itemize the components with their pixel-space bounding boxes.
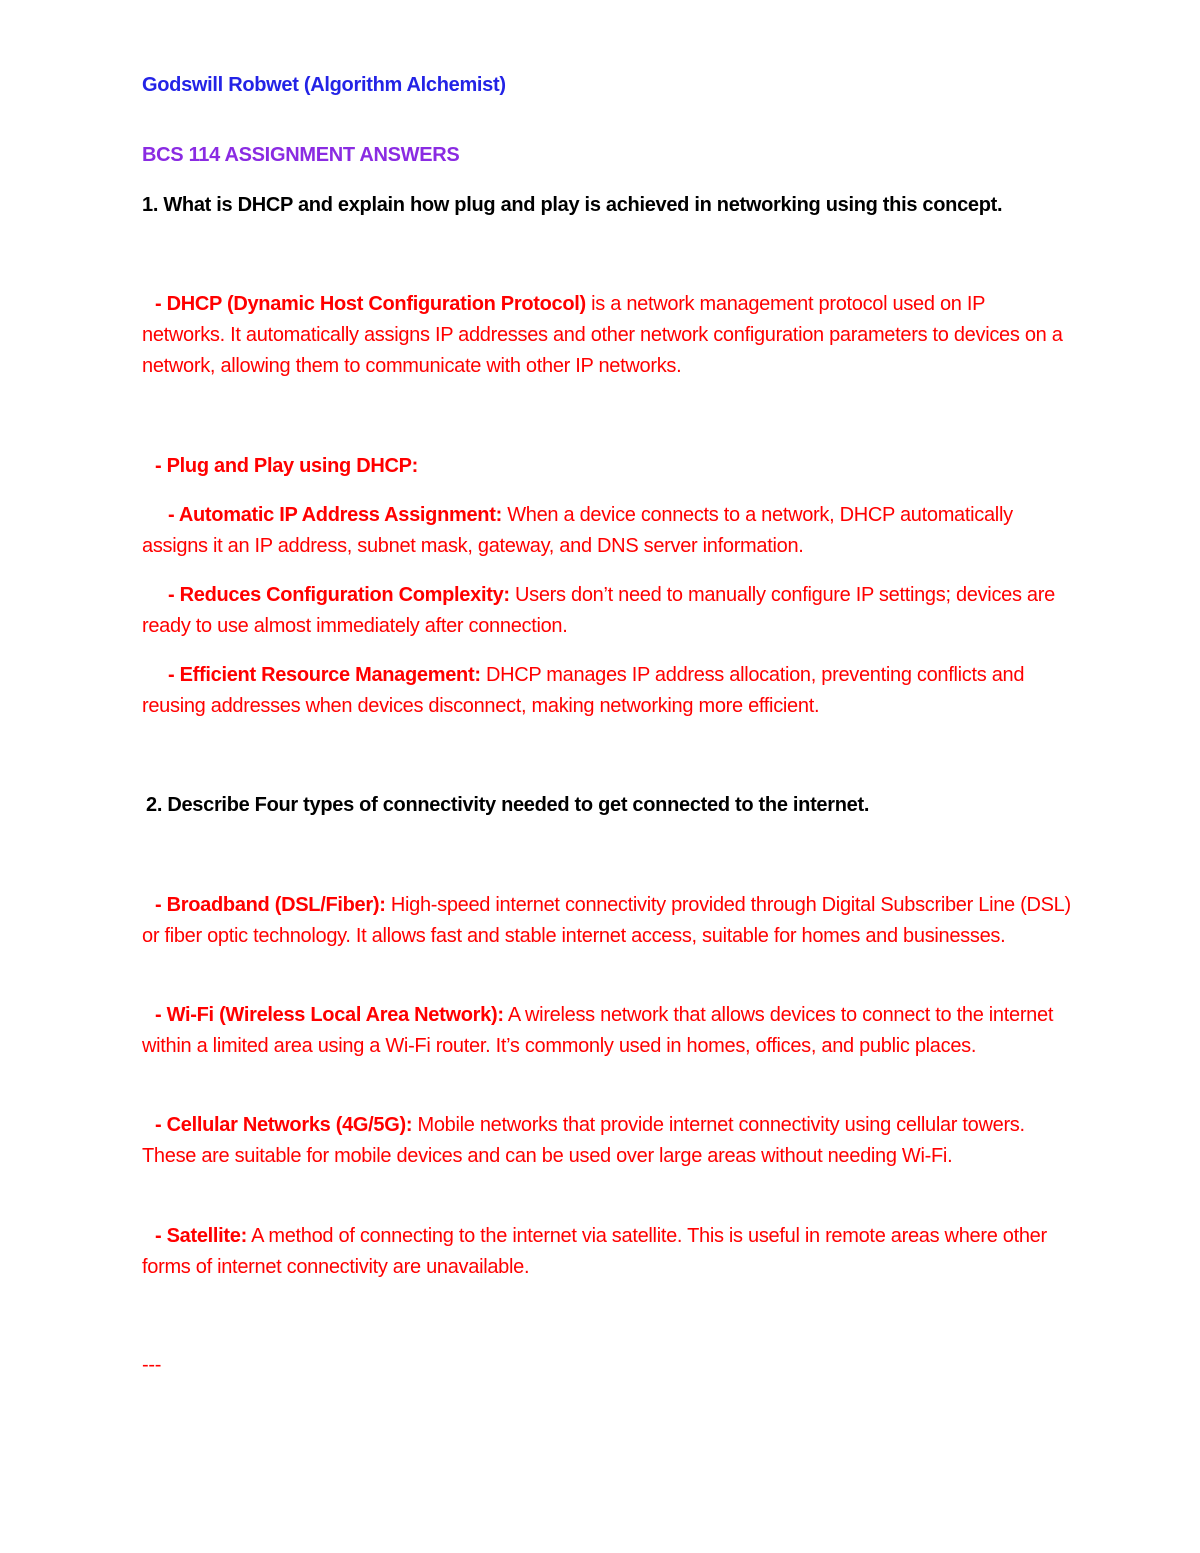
answer-broadband — [142, 890, 1072, 952]
separator: --- — [142, 1354, 162, 1376]
answer-reduces-complexity — [142, 580, 1072, 642]
answer-satellite — [142, 1221, 1072, 1283]
question-2: 2. Describe Four types of connectivity needed to get connected to the internet. — [146, 794, 870, 816]
answer-term: - Wi-Fi (Wireless Local Area Network): — [155, 1004, 504, 1026]
answer-term: - Plug and Play using DHCP: — [155, 455, 419, 477]
answer-text: A method of connecting to the internet via satellite. This is useful in remote areas where other forms of internet connectivity are unavailable. — [142, 1225, 1047, 1278]
answer-text: When a device connects to a network, DHCP automatically assigns it an IP address, subnet mask, gateway, and DNS server information. — [142, 504, 1013, 557]
answer-term: - Reduces Configuration Complexity: — [168, 584, 510, 606]
answer-plug-and-play-heading — [142, 451, 1072, 482]
answer-term: - Cellular Networks (4G/5G): — [155, 1114, 413, 1136]
answer-resource-management — [142, 660, 1072, 722]
answer-wifi — [142, 1000, 1072, 1062]
answer-term: - Automatic IP Address Assignment: — [168, 504, 502, 526]
question-1: 1. What is DHCP and explain how plug and play is achieved in networking using this concept. — [142, 194, 1003, 216]
answer-text: High-speed internet connectivity provided through Digital Subscriber Line (DSL) or fiber optic technology. It allows fast and stable internet access, suitable for homes and businesses. — [142, 894, 1071, 947]
answer-cellular — [142, 1110, 1072, 1172]
answer-dhcp-definition — [142, 289, 1072, 382]
answer-term: - Broadband (DSL/Fiber): — [155, 894, 386, 916]
answer-text: A wireless network that allows devices to connect to the internet within a limited area using a Wi-Fi router. It’s commonly used in homes, offices, and public places. — [142, 1004, 1054, 1057]
answer-text: Mobile networks that provide internet connectivity using cellular towers. These are suitable for mobile devices and can be used over large areas without needing Wi-Fi. — [142, 1114, 1025, 1167]
answer-term: - DHCP (Dynamic Host Configuration Protocol) — [155, 293, 586, 315]
answer-term: - Efficient Resource Management: — [168, 664, 481, 686]
answer-term: - Satellite: — [155, 1225, 247, 1247]
answer-text: is a network management protocol used on IP networks. It automatically assigns IP addresses and other network configuration parameters to devices on a network, allowing them to communicate with other IP networks. — [142, 293, 1063, 377]
answer-text: DHCP manages IP address allocation, preventing conflicts and reusing addresses when devices disconnect, making networking more efficient. — [142, 664, 1025, 717]
answer-automatic-ip — [142, 500, 1072, 562]
author-name: Godswill Robwet (Algorithm Alchemist) — [142, 74, 506, 96]
course-title: BCS 114 ASSIGNMENT ANSWERS — [142, 144, 460, 166]
answer-text: Users don’t need to manually configure IP settings; devices are ready to use almost immediately after connection. — [142, 584, 1055, 637]
